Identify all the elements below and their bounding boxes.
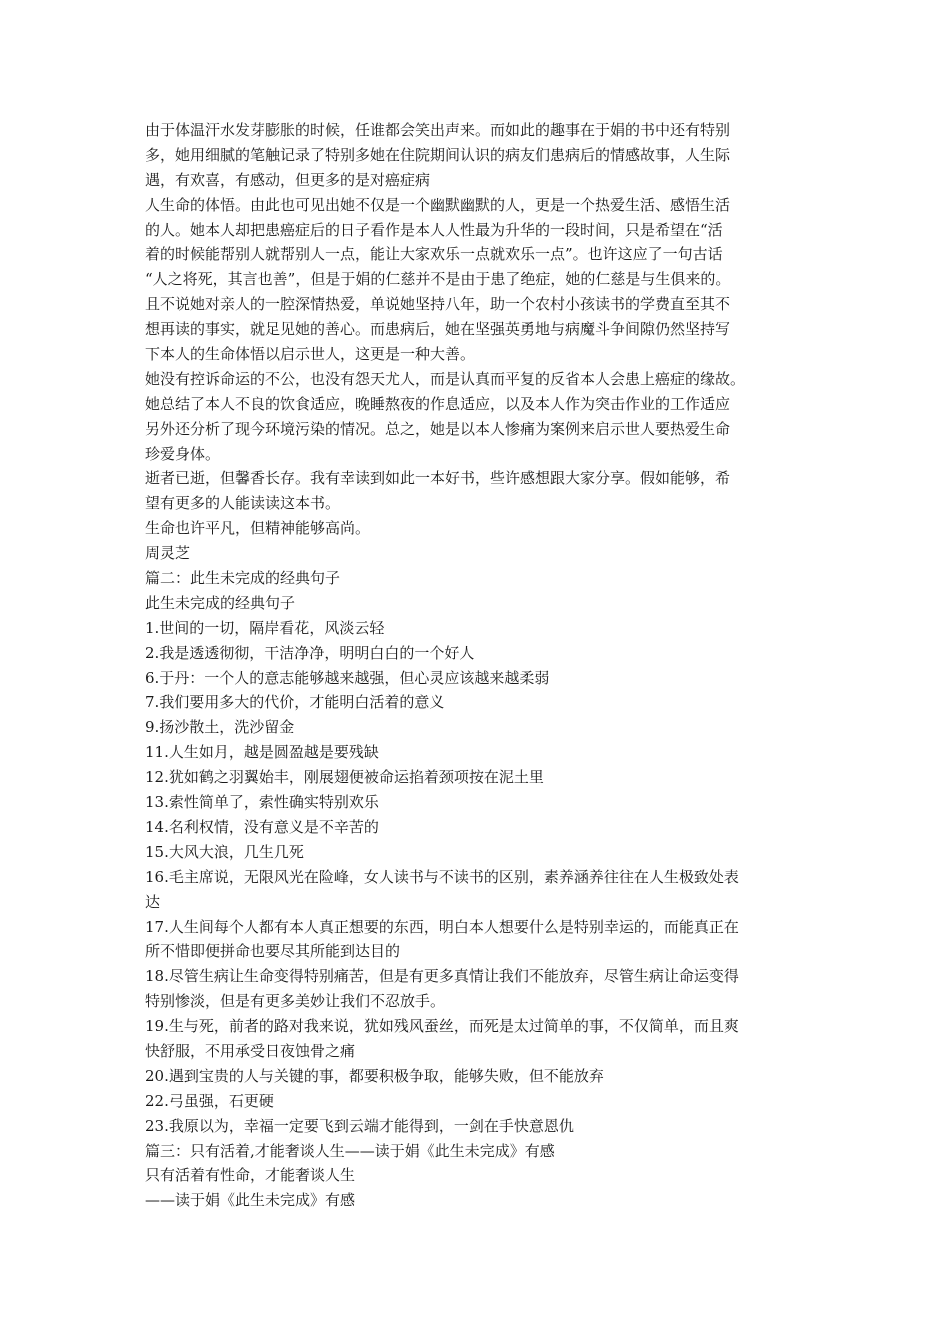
- list-item-continuation: 所不惜即便拼命也要尽其所能到达目的: [145, 942, 401, 961]
- author-name: 周灵芝: [145, 544, 191, 563]
- list-item: 13.索性简单了，索性确实特别欢乐: [145, 793, 379, 812]
- text-line: 的人。她本人却把患癌症后的日子看作是本人人性最为升华的一段时间，只是希望在“活: [145, 220, 723, 239]
- list-item: 17.人生间每个人都有本人真正想要的东西，明白本人想要什么是特别幸运的，而能真正在: [145, 917, 739, 936]
- text-line: 下本人的生命体悟以启示世人，这更是一种大善。: [145, 345, 476, 364]
- list-item: 19.生与死，前者的路对我来说，犹如残风蚕丝，而死是太过简单的事，不仅简单，而且爽: [145, 1017, 739, 1036]
- text-line: 珍爱身体。: [145, 444, 221, 463]
- list-item: 2.我是透透彻彻，干洁净净，明明白白的一个好人: [145, 643, 475, 662]
- text-line: 由于体温汗水发芽膨胀的时候，任谁都会笑出声来。而如此的趣事在于娟的书中还有特别: [145, 121, 731, 139]
- list-item: 15.大风大浪，几生几死: [145, 842, 304, 861]
- list-item-continuation: 达: [145, 892, 161, 911]
- list-item: 23.我原以为，幸福一定要飞到云端才能得到，一剑在手快意恩仇: [145, 1116, 574, 1135]
- section-subtitle: 只有活着有性命，才能奢谈人生: [145, 1166, 356, 1185]
- section-subtitle: ——读于娟《此生未完成》有感: [145, 1191, 356, 1210]
- list-item-continuation: 快舒服，不用承受日夜蚀骨之痛: [145, 1041, 356, 1060]
- text-line: 逝者已逝，但馨香长存。我有幸读到如此一本好书，些许感想跟大家分享。假如能够，希: [145, 469, 731, 488]
- text-line: 遇，有欢喜，有感动，但更多的是对癌症病: [145, 170, 431, 189]
- section-heading: 篇二：此生未完成的经典句子: [145, 569, 341, 588]
- list-item: 18.尽管生病让生命变得特别痛苦，但是有更多真情让我们不能放弃，尽管生病让命运变得: [145, 967, 739, 986]
- list-item: 16.毛主席说，无限风光在险峰，女人读书与不读书的区别，素养涵养往往在人生极致处表: [145, 867, 739, 886]
- text-line: 她没有控诉命运的不公，也没有怨天尤人，而是认真而平复的反省本人会患上癌症的缘故。: [145, 369, 746, 388]
- list-item: 7.我们要用多大的代价，才能明白活着的意义: [145, 693, 445, 712]
- document-body: [145, 118, 817, 1213]
- list-item: 11.人生如月，越是圆盈越是要残缺: [145, 743, 379, 762]
- section-subtitle: 此生未完成的经典句子: [145, 593, 296, 612]
- text-line: 着的时候能帮别人就帮别人一点，能让大家欢乐一点就欢乐一点”。也许这应了一句古话: [145, 245, 723, 264]
- section-heading: 篇三：只有活着,才能奢谈人生——读于娟《此生未完成》有感: [145, 1141, 555, 1160]
- text-line: 她总结了本人不良的饮食适应，晚睡熬夜的作息适应，以及本人作为突击作业的工作适应: [145, 394, 731, 413]
- list-item: 14.名利权情，没有意义是不辛苦的: [145, 817, 379, 836]
- text-line: 多，她用细腻的笔触记录了特别多她在住院期间认识的病友们患病后的情感故事，人生际: [145, 145, 731, 164]
- list-item: 1.世间的一切，隔岸看花，风淡云轻: [145, 618, 385, 637]
- list-item: 9.扬沙散土，洗沙留金: [145, 718, 295, 737]
- list-item: 22.弓虽强，石更硬: [145, 1091, 274, 1110]
- text-line: 望有更多的人能读读这本书。: [145, 494, 341, 513]
- list-item: 6.于丹：一个人的意志能够越来越强，但心灵应该越来越柔弱: [145, 668, 550, 687]
- list-item-continuation: 特别惨淡，但是有更多美妙让我们不忍放手。: [145, 992, 446, 1011]
- list-item: 12.犹如鹤之羽翼始丰，刚展翅便被命运掐着颈项按在泥土里: [145, 768, 544, 787]
- text-line: “人之将死，其言也善”，但是于娟的仁慈并不是由于患了绝症，她的仁慈是与生俱来的。: [145, 270, 731, 289]
- text-line: 且不说她对亲人的一腔深情热爱，单说她坚持八年，助一个农村小孩读书的学费直至其不: [145, 295, 731, 314]
- text-line: 另外还分析了现今环境污染的情况。总之，她是以本人惨痛为案例来启示世人要热爱生命: [145, 419, 731, 438]
- text-line: 生命也许平凡，但精神能够高尚。: [145, 519, 371, 538]
- text-line: 想再读的事实，就足见她的善心。而患病后，她在坚强英勇地与病魔斗争间隙仍然坚持写: [145, 320, 731, 339]
- text-line: 人生命的体悟。由此也可见出她不仅是一个幽默幽默的人，更是一个热爱生活、感悟生活: [145, 195, 731, 214]
- list-item: 20.遇到宝贵的人与关键的事，都要积极争取，能够失败，但不能放弃: [145, 1066, 604, 1085]
